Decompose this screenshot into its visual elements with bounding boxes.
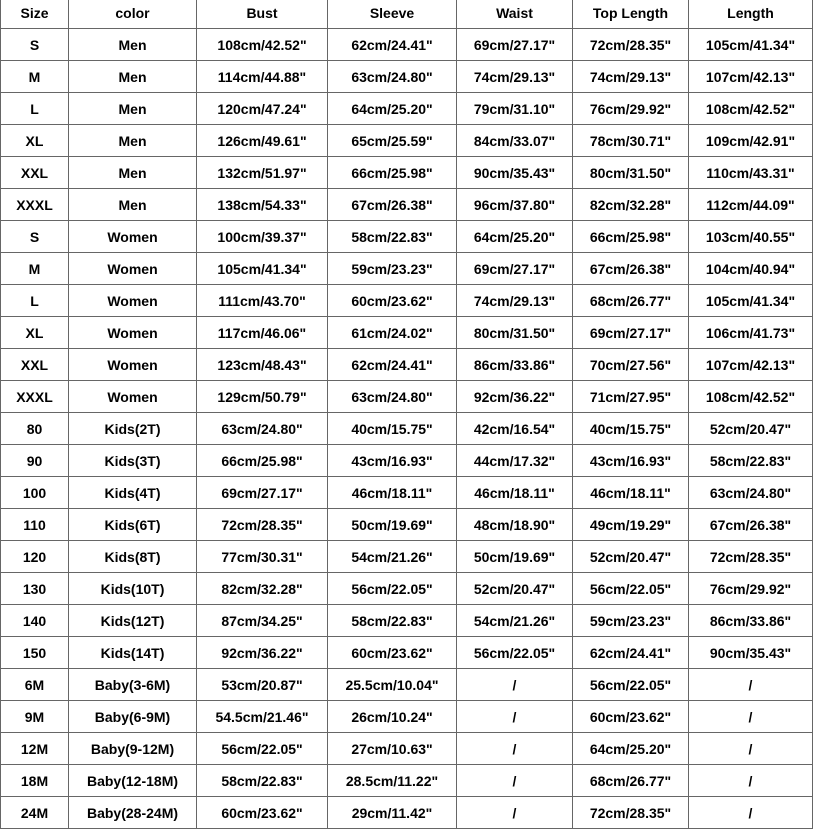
bust-cell: 54.5cm/21.46" xyxy=(197,701,328,733)
color-cell: Baby(3-6M) xyxy=(69,669,197,701)
size-cell: M xyxy=(1,61,69,93)
length-cell: / xyxy=(689,797,813,829)
top-length-cell: 56cm/22.05" xyxy=(573,669,689,701)
color-cell: Kids(8T) xyxy=(69,541,197,573)
waist-cell: / xyxy=(457,733,573,765)
top-length-cell: 76cm/29.92" xyxy=(573,93,689,125)
top-length-cell: 43cm/16.93" xyxy=(573,445,689,477)
table-row xyxy=(1,221,813,253)
length-cell: 67cm/26.38" xyxy=(689,509,813,541)
sleeve-cell: 62cm/24.41" xyxy=(328,29,457,61)
sleeve-cell: 56cm/22.05" xyxy=(328,573,457,605)
waist-cell: 90cm/35.43" xyxy=(457,157,573,189)
size-cell: 100 xyxy=(1,477,69,509)
waist-cell: / xyxy=(457,765,573,797)
top-length-cell: 72cm/28.35" xyxy=(573,29,689,61)
waist-cell: 92cm/36.22" xyxy=(457,381,573,413)
color-cell: Women xyxy=(69,317,197,349)
top-length-cell: 66cm/25.98" xyxy=(573,221,689,253)
size-cell: XXL xyxy=(1,157,69,189)
waist-cell: / xyxy=(457,669,573,701)
bust-cell: 111cm/43.70" xyxy=(197,285,328,317)
top-length-cell: 82cm/32.28" xyxy=(573,189,689,221)
waist-cell: 96cm/37.80" xyxy=(457,189,573,221)
bust-cell: 100cm/39.37" xyxy=(197,221,328,253)
table-row xyxy=(1,317,813,349)
bust-cell: 63cm/24.80" xyxy=(197,413,328,445)
length-cell: / xyxy=(689,701,813,733)
sleeve-cell: 28.5cm/11.22" xyxy=(328,765,457,797)
color-cell: Men xyxy=(69,29,197,61)
waist-cell: 84cm/33.07" xyxy=(457,125,573,157)
table-header xyxy=(1,0,813,29)
size-cell: 110 xyxy=(1,509,69,541)
table-row xyxy=(1,445,813,477)
color-cell: Kids(6T) xyxy=(69,509,197,541)
table-row xyxy=(1,541,813,573)
sleeve-cell: 40cm/15.75" xyxy=(328,413,457,445)
bust-cell: 92cm/36.22" xyxy=(197,637,328,669)
top-length-cell: 72cm/28.35" xyxy=(573,797,689,829)
table-row xyxy=(1,349,813,381)
table-row xyxy=(1,637,813,669)
length-cell: 105cm/41.34" xyxy=(689,285,813,317)
size-cell: 140 xyxy=(1,605,69,637)
sleeve-cell: 58cm/22.83" xyxy=(328,221,457,253)
bust-cell: 87cm/34.25" xyxy=(197,605,328,637)
sleeve-cell: 63cm/24.80" xyxy=(328,381,457,413)
color-cell: Kids(10T) xyxy=(69,573,197,605)
sleeve-cell: 43cm/16.93" xyxy=(328,445,457,477)
table-row xyxy=(1,157,813,189)
waist-cell: 69cm/27.17" xyxy=(457,253,573,285)
size-cell: 18M xyxy=(1,765,69,797)
color-cell: Baby(6-9M) xyxy=(69,701,197,733)
color-cell: Women xyxy=(69,349,197,381)
color-cell: Men xyxy=(69,93,197,125)
sleeve-cell: 59cm/23.23" xyxy=(328,253,457,285)
bust-cell: 123cm/48.43" xyxy=(197,349,328,381)
top-length-cell: 59cm/23.23" xyxy=(573,605,689,637)
waist-cell: 56cm/22.05" xyxy=(457,637,573,669)
bust-cell: 132cm/51.97" xyxy=(197,157,328,189)
table-row xyxy=(1,125,813,157)
sleeve-cell: 67cm/26.38" xyxy=(328,189,457,221)
sleeve-cell: 58cm/22.83" xyxy=(328,605,457,637)
size-cell: 150 xyxy=(1,637,69,669)
bust-cell: 60cm/23.62" xyxy=(197,797,328,829)
waist-cell: 69cm/27.17" xyxy=(457,29,573,61)
length-cell: 58cm/22.83" xyxy=(689,445,813,477)
bust-cell: 105cm/41.34" xyxy=(197,253,328,285)
top-length-cell: 70cm/27.56" xyxy=(573,349,689,381)
color-cell: Kids(3T) xyxy=(69,445,197,477)
color-cell: Men xyxy=(69,61,197,93)
sleeve-cell: 46cm/18.11" xyxy=(328,477,457,509)
size-cell: 90 xyxy=(1,445,69,477)
table-row xyxy=(1,605,813,637)
top-length-cell: 40cm/15.75" xyxy=(573,413,689,445)
top-length-cell: 52cm/20.47" xyxy=(573,541,689,573)
table-row xyxy=(1,733,813,765)
waist-cell: 54cm/21.26" xyxy=(457,605,573,637)
table-row xyxy=(1,509,813,541)
size-cell: XXXL xyxy=(1,381,69,413)
bust-cell: 82cm/32.28" xyxy=(197,573,328,605)
length-cell: 112cm/44.09" xyxy=(689,189,813,221)
size-cell: S xyxy=(1,29,69,61)
top-length-cell: 74cm/29.13" xyxy=(573,61,689,93)
bust-cell: 56cm/22.05" xyxy=(197,733,328,765)
color-cell: Women xyxy=(69,253,197,285)
table-row xyxy=(1,413,813,445)
length-cell: 105cm/41.34" xyxy=(689,29,813,61)
size-cell: 12M xyxy=(1,733,69,765)
table-row xyxy=(1,477,813,509)
bust-cell: 117cm/46.06" xyxy=(197,317,328,349)
table-row xyxy=(1,381,813,413)
sleeve-cell: 26cm/10.24" xyxy=(328,701,457,733)
size-cell: XL xyxy=(1,125,69,157)
column-header-length: Length xyxy=(689,0,813,29)
waist-cell: 50cm/19.69" xyxy=(457,541,573,573)
top-length-cell: 71cm/27.95" xyxy=(573,381,689,413)
size-cell: XL xyxy=(1,317,69,349)
sleeve-cell: 66cm/25.98" xyxy=(328,157,457,189)
sleeve-cell: 62cm/24.41" xyxy=(328,349,457,381)
color-cell: Kids(2T) xyxy=(69,413,197,445)
color-cell: Kids(14T) xyxy=(69,637,197,669)
top-length-cell: 78cm/30.71" xyxy=(573,125,689,157)
waist-cell: 48cm/18.90" xyxy=(457,509,573,541)
size-cell: L xyxy=(1,285,69,317)
color-cell: Women xyxy=(69,381,197,413)
waist-cell: 44cm/17.32" xyxy=(457,445,573,477)
sleeve-cell: 63cm/24.80" xyxy=(328,61,457,93)
length-cell: 72cm/28.35" xyxy=(689,541,813,573)
table-row xyxy=(1,189,813,221)
sleeve-cell: 29cm/11.42" xyxy=(328,797,457,829)
sleeve-cell: 25.5cm/10.04" xyxy=(328,669,457,701)
sleeve-cell: 27cm/10.63" xyxy=(328,733,457,765)
size-cell: 24M xyxy=(1,797,69,829)
table-row xyxy=(1,61,813,93)
length-cell: 106cm/41.73" xyxy=(689,317,813,349)
length-cell: / xyxy=(689,669,813,701)
color-cell: Baby(12-18M) xyxy=(69,765,197,797)
color-cell: Kids(4T) xyxy=(69,477,197,509)
waist-cell: 64cm/25.20" xyxy=(457,221,573,253)
size-cell: XXXL xyxy=(1,189,69,221)
top-length-cell: 69cm/27.17" xyxy=(573,317,689,349)
length-cell: / xyxy=(689,765,813,797)
sleeve-cell: 61cm/24.02" xyxy=(328,317,457,349)
table-row xyxy=(1,701,813,733)
column-header-bust: Bust xyxy=(197,0,328,29)
size-cell: 6M xyxy=(1,669,69,701)
table-row xyxy=(1,669,813,701)
table-body xyxy=(1,29,813,829)
bust-cell: 53cm/20.87" xyxy=(197,669,328,701)
size-cell: 130 xyxy=(1,573,69,605)
length-cell: 109cm/42.91" xyxy=(689,125,813,157)
top-length-cell: 64cm/25.20" xyxy=(573,733,689,765)
color-cell: Men xyxy=(69,189,197,221)
length-cell: 52cm/20.47" xyxy=(689,413,813,445)
sleeve-cell: 60cm/23.62" xyxy=(328,285,457,317)
bust-cell: 120cm/47.24" xyxy=(197,93,328,125)
bust-cell: 66cm/25.98" xyxy=(197,445,328,477)
color-cell: Men xyxy=(69,125,197,157)
column-header-sleeve: Sleeve xyxy=(328,0,457,29)
bust-cell: 114cm/44.88" xyxy=(197,61,328,93)
length-cell: 108cm/42.52" xyxy=(689,381,813,413)
waist-cell: / xyxy=(457,797,573,829)
sleeve-cell: 60cm/23.62" xyxy=(328,637,457,669)
length-cell: 103cm/40.55" xyxy=(689,221,813,253)
bust-cell: 108cm/42.52" xyxy=(197,29,328,61)
waist-cell: 79cm/31.10" xyxy=(457,93,573,125)
length-cell: 107cm/42.13" xyxy=(689,349,813,381)
bust-cell: 58cm/22.83" xyxy=(197,765,328,797)
size-cell: L xyxy=(1,93,69,125)
table-row xyxy=(1,29,813,61)
color-cell: Women xyxy=(69,221,197,253)
length-cell: / xyxy=(689,733,813,765)
sleeve-cell: 54cm/21.26" xyxy=(328,541,457,573)
top-length-cell: 56cm/22.05" xyxy=(573,573,689,605)
column-header-size: Size xyxy=(1,0,69,29)
length-cell: 107cm/42.13" xyxy=(689,61,813,93)
top-length-cell: 68cm/26.77" xyxy=(573,765,689,797)
size-cell: 120 xyxy=(1,541,69,573)
table-row xyxy=(1,573,813,605)
sleeve-cell: 50cm/19.69" xyxy=(328,509,457,541)
size-cell: 9M xyxy=(1,701,69,733)
length-cell: 108cm/42.52" xyxy=(689,93,813,125)
waist-cell: 46cm/18.11" xyxy=(457,477,573,509)
waist-cell: 80cm/31.50" xyxy=(457,317,573,349)
bust-cell: 69cm/27.17" xyxy=(197,477,328,509)
length-cell: 86cm/33.86" xyxy=(689,605,813,637)
length-cell: 110cm/43.31" xyxy=(689,157,813,189)
length-cell: 104cm/40.94" xyxy=(689,253,813,285)
bust-cell: 126cm/49.61" xyxy=(197,125,328,157)
table-row xyxy=(1,797,813,829)
top-length-cell: 49cm/19.29" xyxy=(573,509,689,541)
waist-cell: / xyxy=(457,701,573,733)
length-cell: 63cm/24.80" xyxy=(689,477,813,509)
color-cell: Women xyxy=(69,285,197,317)
waist-cell: 74cm/29.13" xyxy=(457,61,573,93)
bust-cell: 138cm/54.33" xyxy=(197,189,328,221)
top-length-cell: 62cm/24.41" xyxy=(573,637,689,669)
header-row xyxy=(1,0,813,29)
top-length-cell: 80cm/31.50" xyxy=(573,157,689,189)
top-length-cell: 67cm/26.38" xyxy=(573,253,689,285)
size-cell: S xyxy=(1,221,69,253)
column-header-color: color xyxy=(69,0,197,29)
bust-cell: 72cm/28.35" xyxy=(197,509,328,541)
size-cell: M xyxy=(1,253,69,285)
length-cell: 76cm/29.92" xyxy=(689,573,813,605)
waist-cell: 52cm/20.47" xyxy=(457,573,573,605)
top-length-cell: 68cm/26.77" xyxy=(573,285,689,317)
sleeve-cell: 64cm/25.20" xyxy=(328,93,457,125)
table-row xyxy=(1,93,813,125)
color-cell: Men xyxy=(69,157,197,189)
size-cell: XXL xyxy=(1,349,69,381)
bust-cell: 77cm/30.31" xyxy=(197,541,328,573)
column-header-waist: Waist xyxy=(457,0,573,29)
table-row xyxy=(1,285,813,317)
color-cell: Baby(9-12M) xyxy=(69,733,197,765)
size-cell: 80 xyxy=(1,413,69,445)
table-row xyxy=(1,765,813,797)
column-header-top-length: Top Length xyxy=(573,0,689,29)
color-cell: Baby(28-24M) xyxy=(69,797,197,829)
waist-cell: 42cm/16.54" xyxy=(457,413,573,445)
length-cell: 90cm/35.43" xyxy=(689,637,813,669)
table-row xyxy=(1,253,813,285)
waist-cell: 86cm/33.86" xyxy=(457,349,573,381)
bust-cell: 129cm/50.79" xyxy=(197,381,328,413)
top-length-cell: 60cm/23.62" xyxy=(573,701,689,733)
color-cell: Kids(12T) xyxy=(69,605,197,637)
top-length-cell: 46cm/18.11" xyxy=(573,477,689,509)
waist-cell: 74cm/29.13" xyxy=(457,285,573,317)
sleeve-cell: 65cm/25.59" xyxy=(328,125,457,157)
